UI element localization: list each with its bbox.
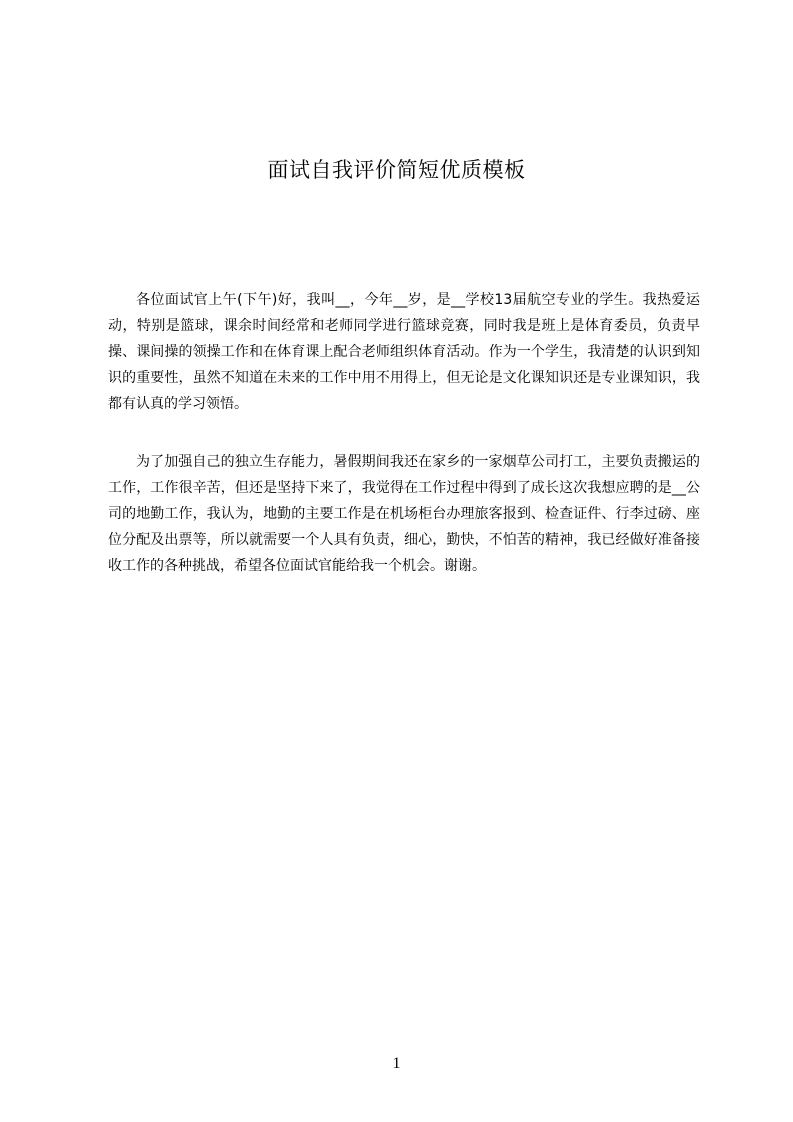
paragraph-1: 各位面试官上午(下午)好，我叫__，今年__岁，是__学校13届航空专业的学生。我热爱运动，特别是篮球，课余时间经常和老师同学进行篮球竞赛，同时我是班上是体育委员，负责早操、课间操的领操工作和在体育课上配合老师组织体育活动。作为一个学生，我清楚的认识到知识的重要性，虽然不知道在未来的工作中用不用得上，但无论是文化课知识还是专业课知识，我都有认真的学习领悟。 — [108, 292, 700, 412]
document-title: 面试自我评价简短优质模板 — [267, 158, 526, 183]
paragraph-2: 为了加强自己的独立生存能力，暑假期间我还在家乡的一家烟草公司打工，主要负责搬运的工作，工作很辛苦，但还是坚持下来了，我觉得在工作过程中得到了成长这次我想应聘的是__公司的地勤工作，我认为，地勤的主要工作是在机场柜台办理旅客报到、检查证件、行李过磅、座位分配及出票等，所以就需要一个人具有负责，细心，勤快，不怕苦的精神，我已经做好准备接收工作的各种挑战，希望各位面试官能给我一个机会。谢谢。 — [108, 454, 700, 574]
page-number: 1 — [392, 1055, 401, 1072]
